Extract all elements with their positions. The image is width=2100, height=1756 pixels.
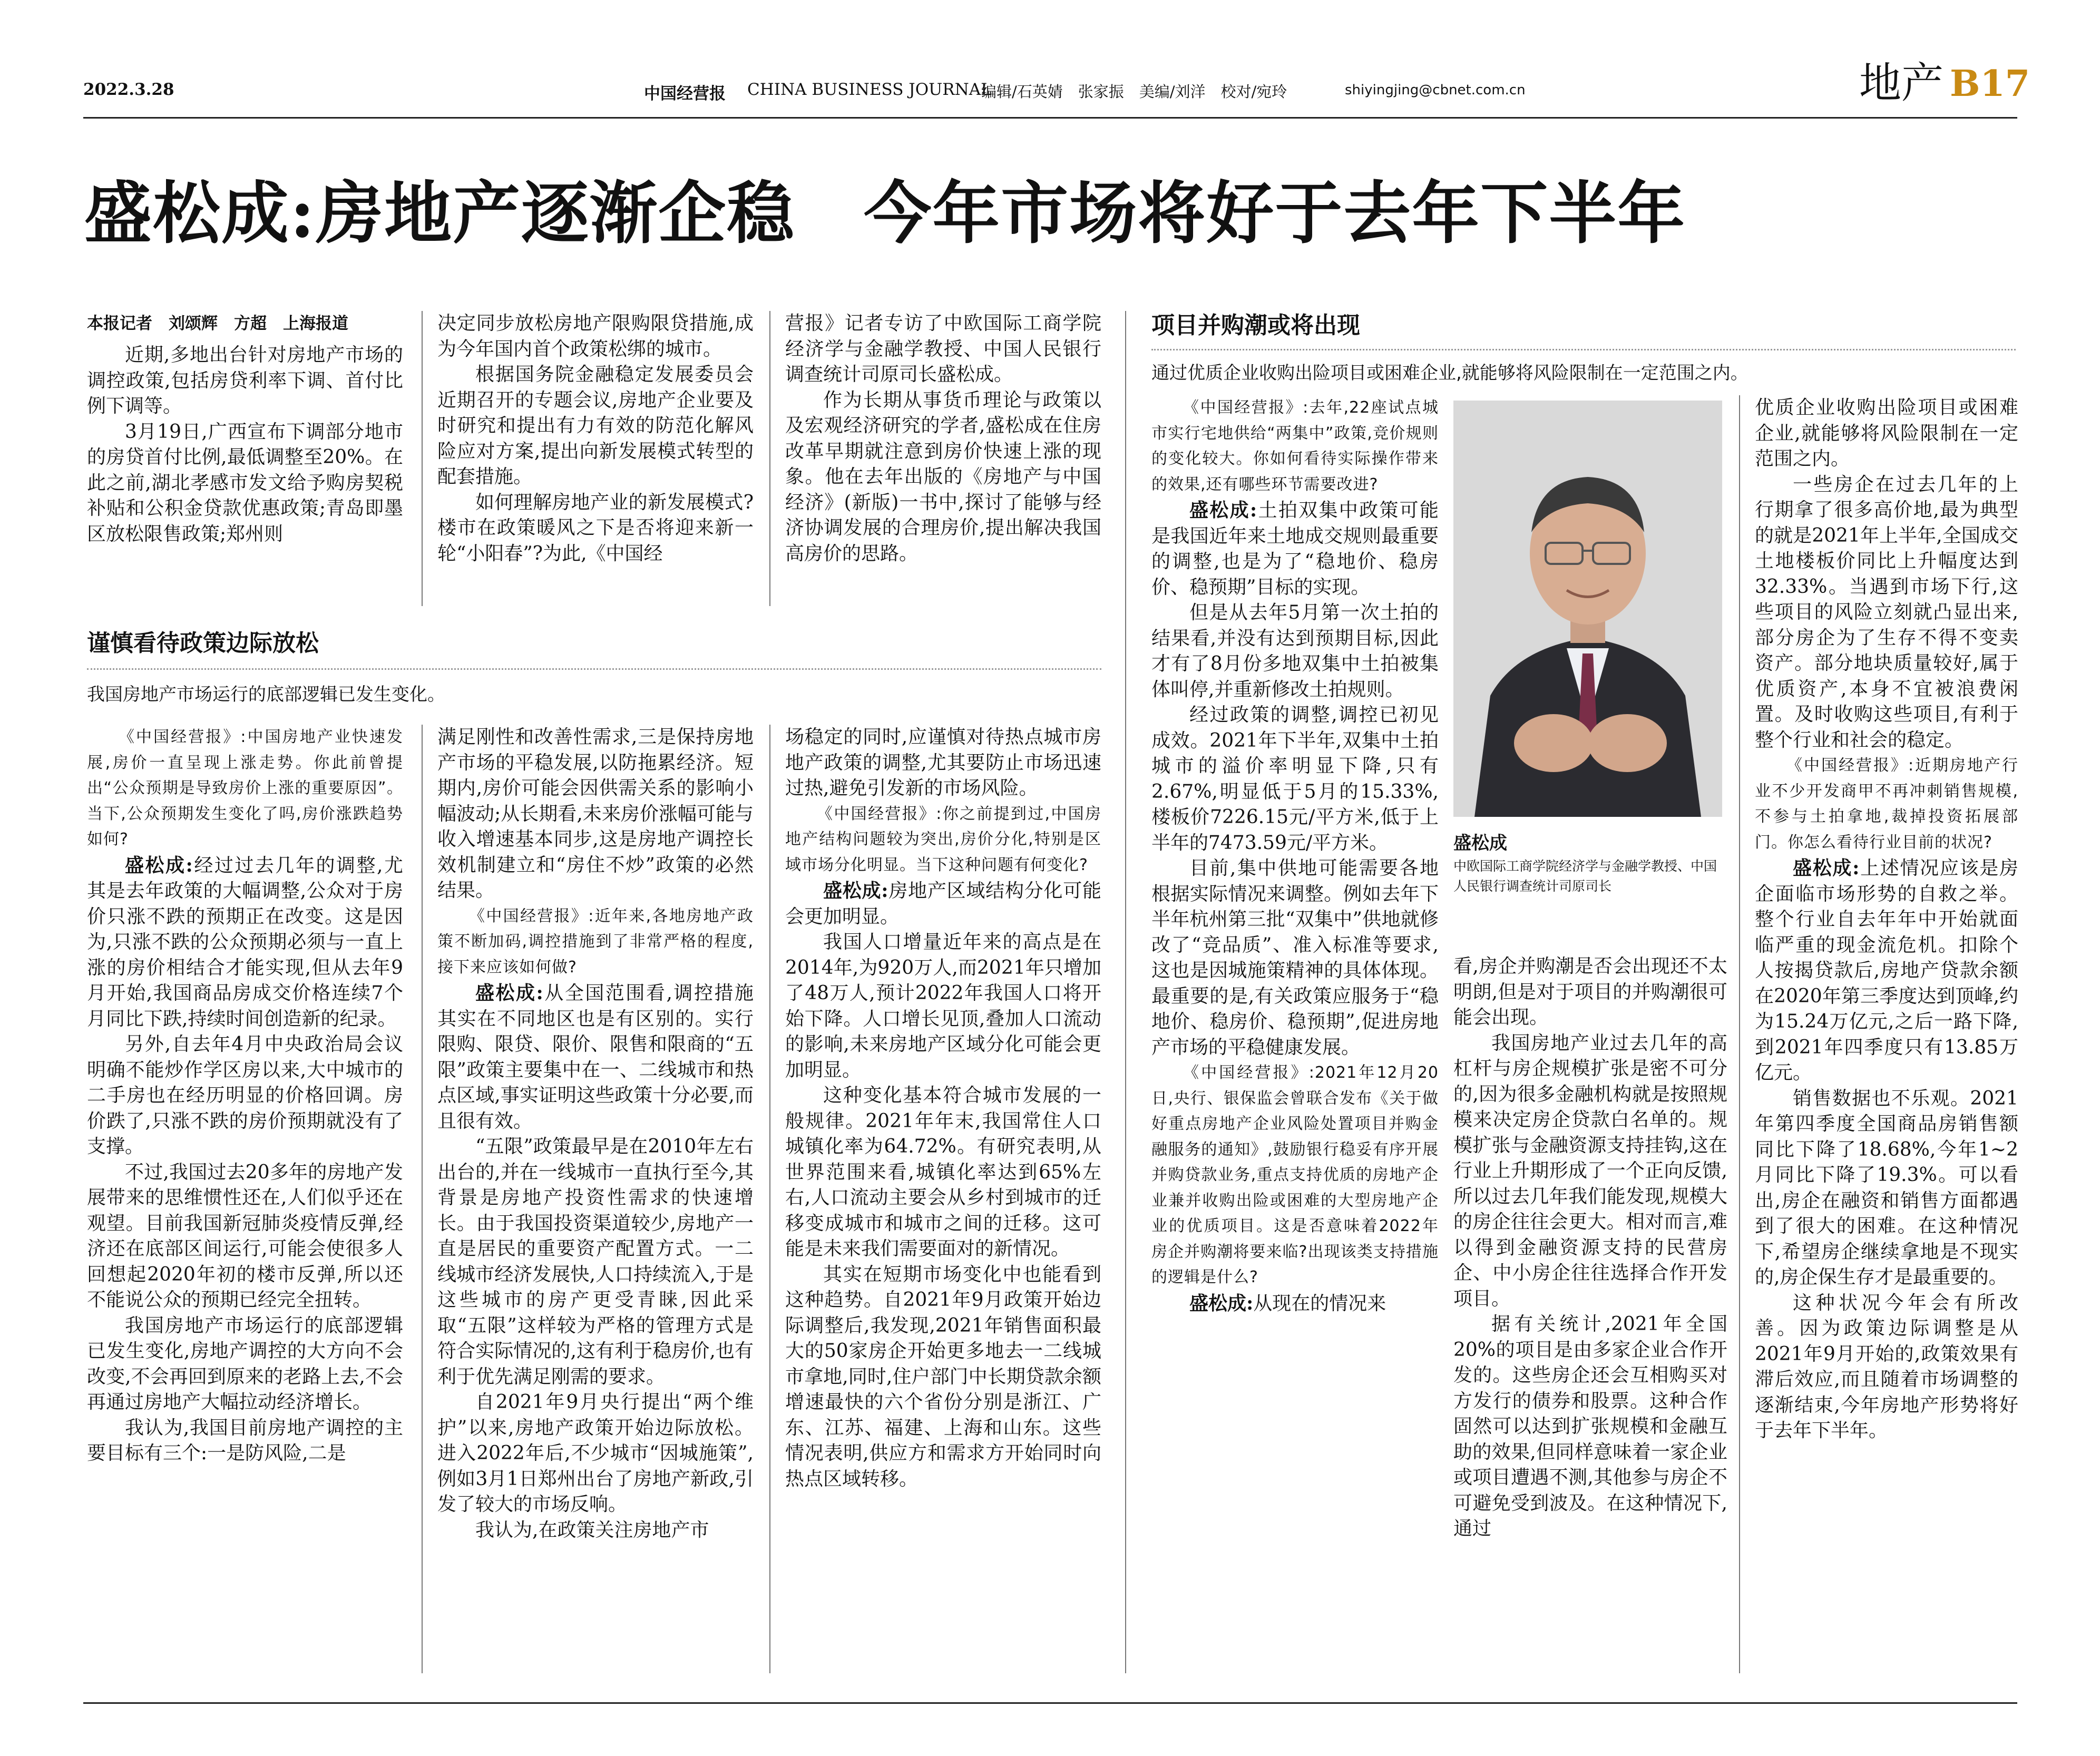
bottom-rule	[83, 1702, 2017, 1704]
paragraph: 不过,我国过去20多年的房地产发展带来的思维惯性还在,人们似乎还在观望。目前我国新冠肺炎疫情反弹,经济还在底部区间运行,可能会使很多人回想起2020年初的楼市反弹,所以还不能说公众的预期已经完全扭转。	[87, 1161, 403, 1311]
section-deck: 我国房地产市场运行的底部逻辑已发生变化。	[87, 684, 445, 705]
answer-text: 从全国范围看,调控措施其实在不同地区也是有区别的。实行限购、限贷、限价、限售和限商的“五限”政策主要集中在一、二线城市和热点区域,事实证明这些政策十分必要,而且很有效。	[437, 982, 754, 1132]
section2-column-3	[1755, 395, 2018, 1444]
question: 《中国经营报》:你之前提到过,中国房地产结构问题较为突出,房价分化,特别是区域市场分化明显。当下这种问题有何变化?	[785, 804, 1101, 874]
paragraph: 其实在短期市场变化中也能看到这种趋势。自2021年9月政策开始边际调整后,我发现,2021年销售面积最大的50家房企开始更多地去一二线城市拿地,同时,住户部门中长期贷款余额增速最快的六个省份分别是浙江、广东、江苏、福建、上海和山东。这些情况表明,供应方和需求方开始同时向热点区域转移。	[785, 1263, 1101, 1490]
headline: 盛松成:房地产逐渐企稳 今年市场将好于去年下半年	[84, 174, 1686, 253]
paragraph: 一些房企在过去几年的上行期拿了很多高价地,最为典型的就是2021年上半年,全国成交土地楼板价同比上升幅度达到32.33%。当遇到市场下行,这些项目的风险立刻就凸显出来,部分房企为了生存不得不变卖资产。部分地块质量较好,属于优质资产,本身不宜被浪费闲置。及时收购这些项目,有利于整个行业和社会的稳定。	[1755, 473, 2018, 751]
paragraph: “五限”政策最早是在2010年左右出台的,并在一线城市一直执行至今,其背景是房地产投资性需求的快速增长。由于我国投资渠道较少,房地产一直是居民的重要资产配置方式。一二线城市经济发展快,人口持续流入,于是这些城市的房产更受青睐,因此采取“五限”这样较为严格的管理方式是符合实际情况的,这有利于稳房价,也有利于优先满足刚需的要求。	[437, 1136, 754, 1388]
paragraph: 销售数据也不乐观。2021年第四季度全国商品房销售额同比下降了18.68%,今年1~2月同比下降了19.3%。可以看出,房企在融资和销售方面都遇到了很大的困难。在这种情况下,希望房企继续拿地是不现实的,房企保生存才是最重要的。	[1755, 1087, 2018, 1288]
answer-text: 经过过去几年的调整,尤其是去年政策的大幅调整,公众对于房价只涨不跌的预期正在改变。这是因为,只涨不跌的公众预期必须与一直上涨的房价相结合才能实现,但从去年9月开始,我国商品房成交价格连续7个月同比下跌,持续时间创造新的纪录。	[87, 854, 403, 1030]
paragraph: 据有关统计,2021年全国20%的项目是由多家企业合作开发的。这些房企还会互相购买对方发行的债券和股票。这种合作固然可以达到扩张规模和金融互助的效果,但同样意味着一家企业或项目遭遇不测,其他参与房企不可避免受到波及。在这种情况下,通过	[1453, 1313, 1727, 1539]
paragraph: 场稳定的同时,应谨慎对待热点城市房地产政策的调整,尤其要防止市场迅速过热,避免引发新的市场风险。	[785, 726, 1101, 799]
paragraph: 近期,多地出台针对房地产市场的调控政策,包括房贷利率下调、首付比例下调等。	[87, 344, 403, 417]
answer-text: 从现在的情况来	[1253, 1292, 1386, 1314]
answer-text: 房地产区域结构分化可能会更加明显。	[785, 880, 1101, 928]
answer-paragraph	[1151, 497, 1439, 600]
question: 《中国经营报》:去年,22座试点城市实行宅地供给“两集中”政策,竞价规则的变化较大。你如何看待实际操作带来的效果,还有哪些环节需要改进?	[1151, 398, 1439, 494]
question: 《中国经营报》:近期房地产行业不少开发商甲不再冲刺销售规模,不参与土拍拿地,裁掉投资拓展部门。你怎么看待行业目前的状况?	[1755, 756, 2018, 852]
question: 《中国经营报》:近年来,各地房地产政策不断加码,调控措施到了非常严格的程度,接下来应该如何做?	[437, 906, 754, 977]
paragraph: 经过政策的调整,调控已初见成效。2021年下半年,双集中土拍城市的溢价率明显下降,只有2.67%,明显低于5月的15.33%,楼板价7226.15元/平方米,低于上半年的7473.59元/平方米。	[1151, 704, 1439, 854]
paragraph: 目前,集中供地可能需要各地根据实际情况来调整。例如去年下半年杭州第三批“双集中”供地就修改了“竞品质”、准入标准等要求,这也是因城施策精神的具体体现。最重要的是,有关政策应服务于“稳地价、稳房价、稳预期”,促进房地产市场的平稳健康发展。	[1151, 857, 1439, 1058]
section-heading: 谨慎看待政策边际放松	[87, 630, 319, 657]
section-deck: 通过优质企业收购出险项目或困难企业,就能够将风险限制在一定范围之内。	[1151, 363, 1749, 384]
section-heading: 项目并购潮或将出现	[1151, 312, 1360, 339]
photo-caption-description: 中欧国际工商学院经济学与金融学教授、中国人民银行调查统计司原司长	[1453, 859, 1717, 894]
answer-paragraph	[1151, 1291, 1439, 1317]
section1-column-2	[437, 725, 754, 1543]
answer-text: 土拍双集中政策可能是我国近年来土地成交规则最重要的调整,也是为了“稳地价、稳房价、稳预期”目标的实现。	[1151, 500, 1439, 598]
intro-column-3	[785, 311, 1101, 567]
answer-paragraph	[87, 853, 403, 1032]
speaker-label: 盛松成:	[475, 982, 543, 1004]
page-number: B17	[1950, 63, 2030, 105]
portrait-photo	[1453, 401, 1722, 817]
paragraph: 我国房地产业过去几年的高杠杆与房企规模扩张是密不可分的,因为很多金融机构就是按照规模来决定房企贷款白名单的。规模扩张与金融资源支持挂钩,这在行业上升期形成了一个正向反馈,所以过去几年我们能发现,规模大的房企往往会更大。相对而言,难以得到金融资源支持的民营房企、中小房企往往选择合作开发项目。	[1453, 1032, 1727, 1310]
paragraph: 作为长期从事货币理论与政策以及宏观经济研究的学者,盛松成在住房改革早期就注意到房价快速上涨的现象。他在去年出版的《房地产与中国经济》(新版)一书中,探讨了能够与经济协调发展的合理房价,提出解决我国高房价的思路。	[785, 389, 1101, 564]
paragraph: 满足刚性和改善性需求,三是保持房地产市场的平稳发展,以防拖累经济。短期内,房价可能会因供需关系的影响小幅波动;从长期看,未来房价涨幅可能与收入增速基本同步,这是房地产调控长效机制建立和“房住不炒”政策的必然结果。	[437, 726, 754, 901]
section1-column-3	[785, 725, 1101, 1492]
editor-credits: 编辑/石英婧 张家振 美编/刘洋 校对/宛玲	[981, 83, 1287, 101]
answer-paragraph	[437, 980, 754, 1134]
intro-column-2	[437, 311, 754, 567]
paragraph: 营报》记者专访了中欧国际工商学院经济学与金融学教授、中国人民银行调查统计司原司长盛松成。	[785, 313, 1101, 385]
paragraph: 看,房企并购潮是否会出现还不太明朗,但是对于项目的并购潮很可能会出现。	[1453, 955, 1727, 1028]
paragraph: 这种变化基本符合城市发展的一般规律。2021年年末,我国常住人口城镇化率为64.72%。有研究表明,从世界范围来看,城镇化率达到65%左右,人口流动主要会从乡村到城市的迁移变成城市和城市之间的迁移。这可能是未来我们需要面对的新情况。	[785, 1085, 1101, 1260]
paragraph: 优质企业收购出险项目或困难企业,就能够将风险限制在一定范围之内。	[1755, 397, 2018, 470]
paragraph: 3月19日,广西宣布下调部分地市的房贷首付比例,最低调整至20%。在此之前,湖北孝感市发文给予购房契税补贴和公积金贷款优惠政策;青岛即墨区放松限售政策;郑州则	[87, 421, 403, 545]
paragraph: 如何理解房地产业的新发展模式?楼市在政策暖风之下是否将迎来新一轮“小阳春”?为此,《中国经	[437, 491, 754, 564]
paragraph: 根据国务院金融稳定发展委员会近期召开的专题会议,房地产企业要及时研究和提出有力有效的防范化解风险应对方案,提出向新发展模式转型的配套措施。	[437, 364, 754, 487]
paragraph: 我认为,我国目前房地产调控的主要目标有三个:一是防风险,二是	[87, 1417, 403, 1464]
contact-email: shiyingjing@cbnet.com.cn	[1345, 82, 1526, 98]
speaker-label: 盛松成:	[823, 880, 888, 902]
speaker-label: 盛松成:	[1189, 1292, 1254, 1314]
column-divider	[422, 725, 423, 1673]
paragraph: 另外,自去年4月中央政治局会议明确不能炒作学区房以来,大中城市的二手房也在经历明显的价格回调。房价跌了,只涨不跌的房价预期就没有了支撑。	[87, 1033, 403, 1157]
answer-paragraph	[1755, 855, 2018, 1086]
paragraph: 自2021年9月央行提出“两个维护”以来,房地产政策开始边际放松。进入2022年后,不少城市“因城施策”,例如3月1日郑州出台了房地产新政,引发了较大的市场反响。	[437, 1391, 754, 1515]
column-divider	[422, 311, 423, 606]
question: 《中国经营报》:中国房地产业快速发展,房价一直呈现上涨走势。你此前曾提出“公众预期是导致房价上涨的重要原因”。当下,公众预期发生变化了吗,房价涨跌趋势如何?	[87, 728, 403, 848]
question: 《中国经营报》:2021年12月20日,央行、银保监会曾联合发布《关于做好重点房地产企业风险处置项目并购金融服务的通知》,鼓励银行稳妥有序开展并购贷款业务,重点支持优质的房地产企业兼并收购出险或困难的大型房地产企业的优质项目。这是否意味着2022年房企并购潮将要来临?出现该类支持措施的逻辑是什么?	[1151, 1064, 1439, 1286]
date: 2022.3.28	[83, 80, 174, 99]
section-rule	[87, 668, 1101, 670]
paragraph: 但是从去年5月第一次土拍的结果看,并没有达到预期目标,因此才有了8月份多地双集中土拍被集体叫停,并重新修改土拍规则。	[1151, 602, 1439, 700]
section2-column-2	[1453, 954, 1727, 1542]
section2-column-1	[1151, 395, 1439, 1316]
speaker-label: 盛松成:	[1189, 499, 1257, 521]
section-rule	[1151, 349, 2016, 350]
column-divider	[769, 725, 770, 1673]
paragraph: 我国房地产市场运行的底部逻辑已发生变化,房地产调控的大方向不会改变,不会再回到原来的老路上去,不会再通过房地产大幅拉动经济增长。	[87, 1314, 403, 1413]
photo-caption-name: 盛松成	[1453, 833, 1507, 854]
column-divider	[1739, 395, 1740, 1673]
paragraph: 我国人口增量近年来的高点是在2014年,为920万人,而2021年只增加了48万人,预计2022年我国人口将开始下降。人口增长见顶,叠加人口流动的影响,未来房地产区域分化可能会更加明显。	[785, 931, 1101, 1081]
answer-text: 上述情况应该是房企面临市场形势的自救之举。整个行业自去年年中开始就面临严重的现金流危机。扣除个人按揭贷款后,房地产贷款余额在2020年第三季度达到顶峰,约为15.24万亿元,之后一路下降,到2021年四季度只有13.85万亿元。	[1755, 857, 2018, 1084]
section1-column-1	[87, 725, 403, 1467]
speaker-label: 盛松成:	[1793, 857, 1860, 879]
paragraph: 我认为,在政策关注房地产市	[475, 1519, 709, 1541]
column-divider	[1125, 311, 1126, 1673]
paragraph: 这种状况今年会有所改善。因为政策边际调整是从2021年9月开始的,政策效果有滞后效应,而且随着市场调整的逐渐结束,今年房地产形势将好于去年下半年。	[1755, 1292, 2018, 1441]
section-name: 地产	[1859, 58, 1943, 108]
column-divider	[769, 311, 770, 606]
byline: 本报记者 刘颂辉 方超 上海报道	[87, 314, 348, 333]
answer-paragraph	[785, 878, 1101, 930]
top-rule	[83, 117, 2017, 119]
speaker-label: 盛松成:	[125, 854, 193, 876]
newspaper-name-english: CHINA BUSINESS JOURNAL	[747, 80, 992, 99]
intro-column-1	[87, 343, 403, 547]
paragraph: 决定同步放松房地产限购限贷措施,成为今年国内首个政策松绑的城市。	[437, 313, 754, 360]
newspaper-name: 中国经营报	[644, 84, 726, 103]
